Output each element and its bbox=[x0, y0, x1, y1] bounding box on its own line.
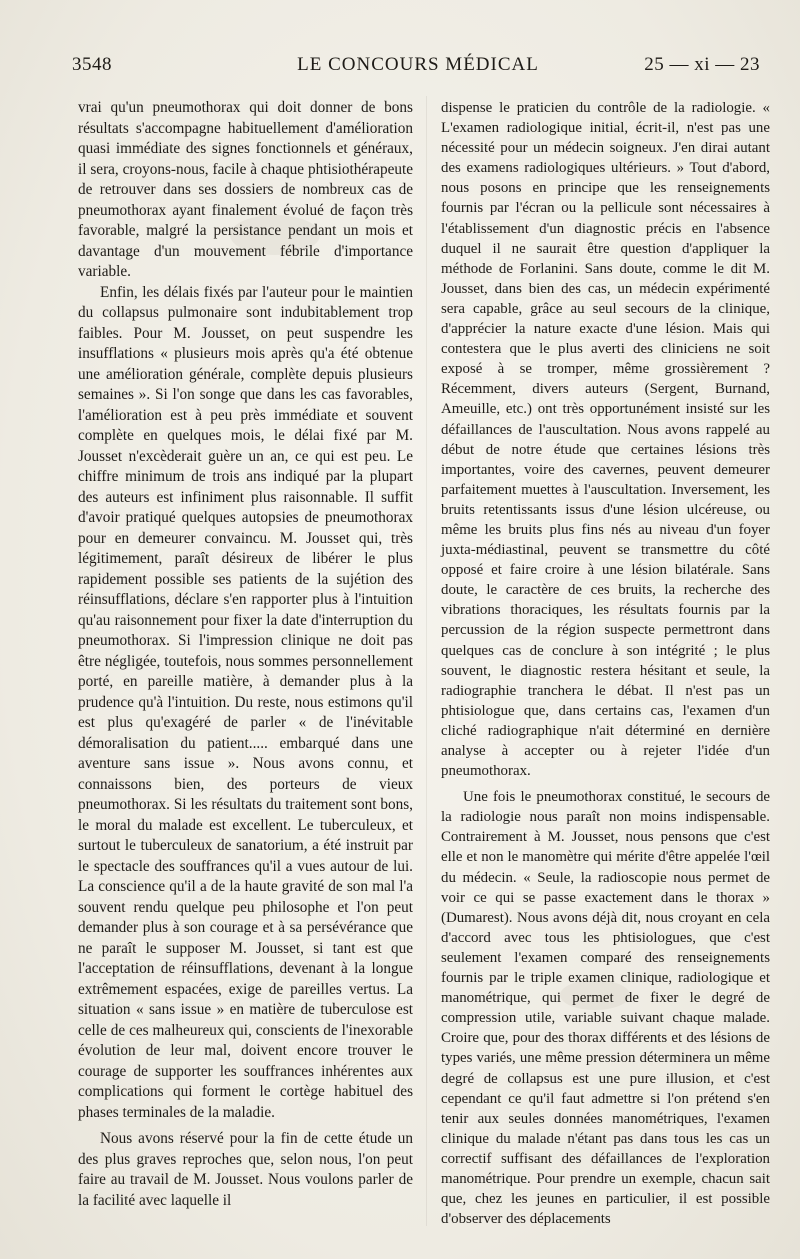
left-column bbox=[78, 98, 413, 1211]
paragraph: vrai qu'un pneumothorax qui doit donner de bons résultats s'accompagne habituellement d'amélioration quasi immédiate des signes fonctionnels et généraux, il sera, croyons-nous, facile à chaque phtisiothérapeute de retrouver dans ses dossiers de nombreux cas de pneumothorax ayant finalement évolué de façon très favorable, malgré la persistance pendant un mois et davantage d'un mouvement fébrile d'importance variable. bbox=[78, 99, 413, 280]
paragraph: dispense le praticien du contrôle de la radiologie. « L'examen radiologique initial, écrit-il, n'est pas une nécessité pour un médecin soigneux. J'en dirai autant des examens radiologiques ultérieurs. » Tout d'abord, nous posons en principe que les renseignements fournis par l'écran ou la pellicule sont nécessaires à l'établissement d'un diagnostic précis en l'absence duquel il ne saurait être question d'appliquer la méthode de Forlanini. Sans doute, comme le dit M. Jousset, dans bien des cas, un médecin expérimenté sera capable, grâce au seul secours de la clinique, d'apprécier la nature exacte d'une lésion. Mais qui contestera que le plus averti des cliniciens ne soit exposé à se tromper, même grossièrement ? Récemment, divers auteurs (Sergent, Burnand, Ameuille, etc.) ont très opportunément insisté sur les défaillances de l'auscultation. Nous avons rappelé au début de notre étude que certaines lésions très importantes, voire des cavernes, peuvent demeurer parfaitement muettes à l'auscultation. Inversement, les bruits retentissants issus d'une lésion ulcéreuse, ou même les bruits plus fins nés au niveau d'un foyer juxta-médiastinal, peuvent se transmettre du côté opposé et faire croire à une lésion bilatérale. Sans doute, le caractère de ces bruits, la recherche des vibrations thoraciques, les résultats fournis par la percussion de la région suspecte permettront dans quelques cas de conclure à son intégrité ; le plus souvent, le diagnostic restera hésitant et seule, la radiographie tranchera le débat. Il n'est pas un phtisiologue que, dans certains cas, l'examen d'un cliché radiographique n'ait déterminé en dernière analyse à accepter ou à rejeter l'idée d'un pneumothorax. bbox=[441, 100, 770, 780]
right-column bbox=[441, 98, 770, 1229]
column-divider bbox=[426, 96, 427, 1226]
page-number: 3548 bbox=[72, 54, 112, 75]
paragraph: Nous avons réservé pour la fin de cette étude un des plus graves reproches que, selon nous, l'on peut faire au travail de M. Jousset. Nous voulons parler de la facilité avec laquelle il bbox=[78, 1130, 413, 1209]
journal-title: LE CONCOURS MÉDICAL bbox=[297, 54, 539, 75]
paragraph: Une fois le pneumothorax constitué, le secours de la radiologie nous paraît non moins indispensable. Contrairement à M. Jousset, nous pensons que c'est elle et non le manomètre qui mérite d'être appelée l'œil du médecin. « Seule, la radioscopie nous permet de voir ce qui se passe exactement dans le thorax » (Dumarest). Nous avons déjà dit, nous croyant en cela d'accord avec tous les phtisiologues, que c'est seulement l'examen comparé des renseignements fournis par le triple examen clinique, radiologique et manométrique, qui permet de fixer le degré de compression utile, variable suivant chaque malade. Croire que, pour des thorax différents et des lésions de types variés, une même pression déterminera un même degré de collapsus est une pure illusion, et c'est cependant ce qu'il faut admettre si l'on prétend s'en tenir aux seules données manométriques, l'examen clinique du malade n'étant pas dans tous les cas un correctif suffisant des défaillances de l'exploration manométrique. Pour prendre un exemple, chacun sait que, chez les jeunes en particulier, il est possible d'observer des déplacements bbox=[441, 789, 770, 1228]
page-header bbox=[72, 48, 764, 80]
paragraph: Enfin, les délais fixés par l'auteur pour le maintien du collapsus pulmonaire sont indubitablement trop faibles. Pour M. Jousset, on peut suspendre les insufflations « plusieurs mois après qu'a été obtenue une amélioration générale, complète depuis plusieurs semaines ». Si l'on songe que dans les cas favorables, l'amélioration est à peu près immédiate et souvent complète en quelques mois, le délai fixé par M. Jousset n'excèderait guère un an, ce qui est peu. Le chiffre minimum de trois ans indiqué par la plupart des auteurs est infiniment plus raisonnable. Il suffit d'avoir pratiqué quelques autopsies de pneumothorax pour en demeurer convaincu. M. Jousset qui, très légitimement, paraît désireux de libérer le plus rapidement possible ses patients de la sujétion des réinsufflations, déclare s'en rapporter plus à l'intuition qu'au raisonnement pour fixer la date d'interruption du pneumothorax. Si l'impression clinique ne doit pas être négligée, toutefois, nous sommes personnellement porté, en pareille matière, à demander plus à la prudence qu'à l'intuition. Du reste, nous estimons qu'il est plus qu'exagéré de parler « de l'inévitable démoralisation du patient..... embarqué dans une aventure sans issue ». Nous avons connu, et connaissons bien, des porteurs de vieux pneumothorax. Si les résultats du traitement sont bons, le moral du malade est excellent. Le tuberculeux, et surtout le tuberculeux de sanatorium, a été instruit par le spectacle des souffrances qu'il a vues autour de lui. La conscience qu'il a de la haute gravité de son mal l'a souvent rendu quelque peu philosophe et l'on peut demander plus à son courage et à sa persévérance que ne paraît le supposer M. Jousset, si tant est que l'acceptation de réinsufflations, devenant à la longue extrêmement espacées, exige de pareilles vertus. La situation « sans issue » en matière de tuberculose est celle de ces malheureux qui, conscients de l'inexorable évolution de leur mal, doivent encore trouver le courage de supporter les souffrances inhérentes aux complications qui forment le cortège habituel des phases terminales de la maladie. bbox=[78, 283, 413, 1121]
issue-date: 25 — xi — 23 bbox=[644, 54, 760, 75]
